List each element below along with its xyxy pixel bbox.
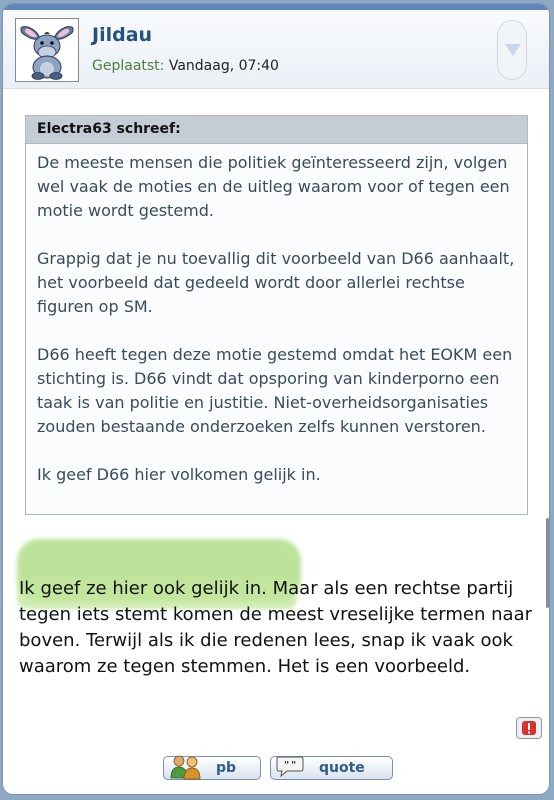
username[interactable]: Jildau bbox=[92, 24, 153, 46]
chevron-down-icon bbox=[504, 43, 522, 57]
quote-button[interactable] bbox=[270, 756, 393, 780]
forum-post bbox=[3, 4, 549, 794]
posted-label: Geplaatst: bbox=[92, 58, 165, 74]
users-icon bbox=[168, 754, 202, 780]
posted-time: Vandaag, 07:40 bbox=[168, 58, 279, 74]
pb-label: pb bbox=[216, 760, 237, 776]
reply-rest: Maar als een rechtse partij tegen iets stemt komen de meest vreselijke termen naar boven. Terwijl als ik die redenen lees, snap ik vaak ook waarom ze tegen stemmen. Het is een voorbeeld. bbox=[19, 578, 532, 677]
scrollbar[interactable] bbox=[546, 518, 549, 608]
reply-text bbox=[19, 576, 539, 680]
post-header bbox=[3, 10, 549, 89]
private-message-button[interactable] bbox=[163, 756, 261, 780]
donkey-avatar-icon bbox=[16, 19, 78, 81]
quote-paragraph: De meeste mensen die politiek geïnteresseerd zijn, volgen wel vaak de moties en de uitleg waarom voor of tegen een motie wordt gestemd. bbox=[37, 153, 510, 220]
svg-text:": " bbox=[284, 760, 290, 771]
quote-label: quote bbox=[319, 760, 365, 776]
quote-paragraph: Grappig dat je nu toevallig dit voorbeeld van D66 aanhaalt, het voorbeeld dat gedeeld wordt door allerlei rechtse figuren op SM. bbox=[37, 249, 515, 316]
post-menu-button[interactable] bbox=[497, 20, 527, 80]
highlighted-sentence: Ik geef ze hier ook gelijk in. bbox=[19, 578, 267, 599]
quote-paragraph: D66 heeft tegen deze motie gestemd omdat het EOKM een stichting is. D66 vindt dat opsporing van kinderporno een taak is van politie en justitie. Niet-overheidsorganisaties zouden bestaande onderzoeken zelfs kunnen verstoren. bbox=[37, 345, 513, 436]
quote-block bbox=[25, 115, 528, 515]
avatar[interactable] bbox=[15, 18, 79, 82]
svg-text:": " bbox=[291, 760, 297, 771]
report-button[interactable] bbox=[516, 717, 542, 739]
quote-paragraph: Ik geef D66 hier volkomen gelijk in. bbox=[37, 465, 321, 484]
post-timestamp bbox=[92, 58, 279, 74]
speech-bubble-icon bbox=[275, 754, 305, 778]
quote-body bbox=[26, 144, 527, 487]
quote-author: Electra63 schreef: bbox=[26, 116, 527, 144]
exclamation-icon bbox=[521, 720, 537, 736]
